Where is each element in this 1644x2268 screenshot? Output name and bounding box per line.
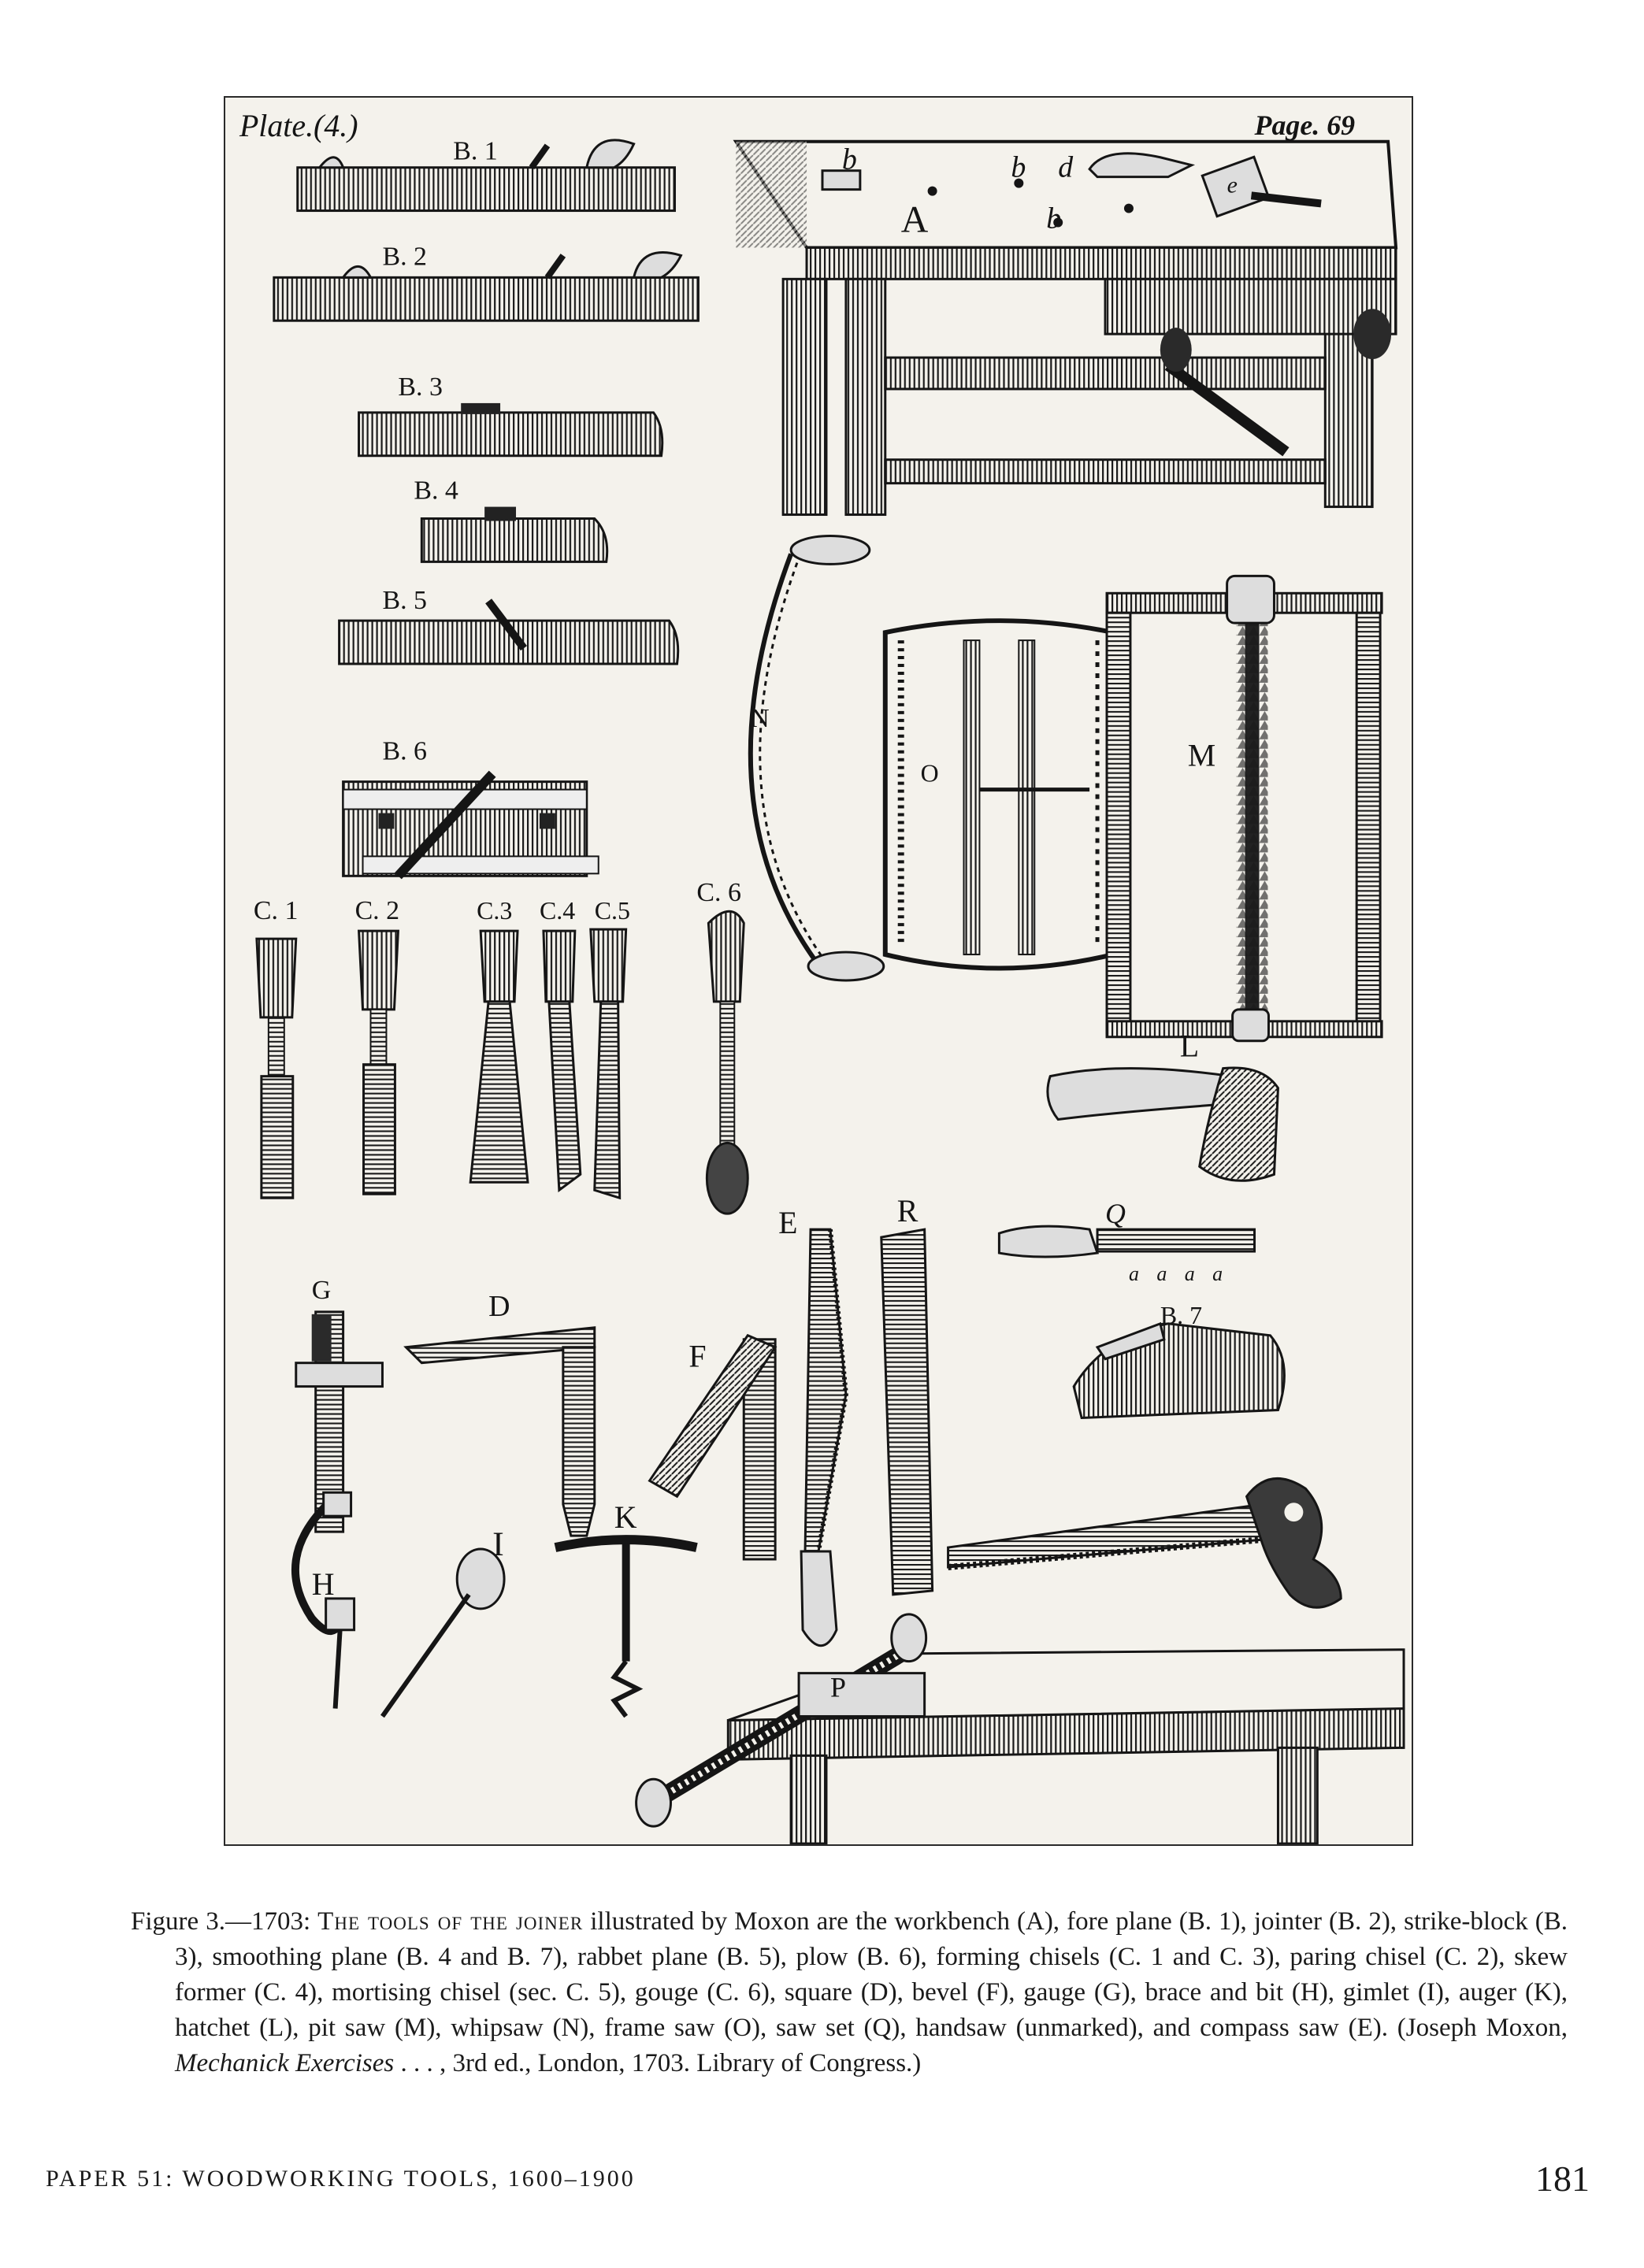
label-b-2: B. 2: [382, 242, 427, 272]
label-d: d: [1058, 150, 1074, 184]
label-h: H: [311, 1566, 335, 1602]
label-c-3: C.3: [477, 897, 513, 925]
caption-tail: . . . , 3rd ed., London, 1703. Library of Congress.): [394, 2049, 922, 2077]
label-o: O: [920, 759, 939, 788]
page-number: 181: [1535, 2159, 1590, 2199]
figure-caption: [131, 1904, 1568, 2081]
caption-body: illustrated by Moxon are the workbench (A), fore plane (B. 1), jointer (B. 2), strike-block (B. 3), smoothing plane (B. 4 and B. 7), rabbet plane (B. 5), plow (B. 6), forming chisels (C. 1 and C. 3), paring chisel (C. 2), skew former (C. 4), mortising chisel (sec. C. 5), gouge (C. 6), square (D), bevel (F), gauge (G), brace and bit (H), gimlet (I), auger (K), hatchet (L), pit saw (M), whipsaw (N), frame saw (O), saw set (Q), handsaw (unmarked), and compass saw (E). (Joseph Moxon,: [175, 1907, 1568, 2042]
smoothing-plane-b7: [1074, 1302, 1284, 1418]
label-l: L: [1179, 1028, 1200, 1064]
label-k: K: [614, 1499, 637, 1536]
label-a: A: [900, 198, 929, 241]
square-d: [406, 1290, 594, 1536]
running-head: PAPER 51: WOODWORKING TOOLS, 1600–1900: [46, 2166, 636, 2192]
page-footer: [46, 2158, 1590, 2197]
caption-figure-number: Figure 3.—1703:: [131, 1907, 318, 1936]
label-b3: b: [1046, 202, 1062, 235]
bevel-f: [650, 1336, 776, 1559]
label-g: G: [311, 1275, 332, 1305]
label-m: M: [1187, 737, 1216, 773]
label-c-6: C. 6: [696, 878, 741, 908]
strike-block-b3: [359, 372, 662, 456]
label-e-saw: E: [778, 1205, 798, 1241]
label-b-1: B. 1: [453, 136, 498, 166]
handsaw: [948, 1478, 1342, 1607]
label-b-6: B. 6: [382, 736, 427, 766]
label-b-4: B. 4: [414, 476, 458, 506]
caption-book-title: Mechanick Exercises: [175, 2049, 395, 2077]
chisels-c: [254, 878, 748, 1214]
label-b-3: B. 3: [398, 372, 443, 402]
label-f: F: [688, 1338, 707, 1374]
label-i: I: [492, 1525, 504, 1564]
label-d-square: D: [488, 1289, 510, 1323]
label-b2: b: [1011, 150, 1026, 184]
rabbet-plane-b5: [340, 586, 678, 664]
label-c-2: C. 2: [354, 896, 400, 926]
label-q: Q: [1105, 1198, 1126, 1230]
saw-set-q: [999, 1198, 1254, 1285]
tool-r: [881, 1193, 933, 1595]
plate-illustration: [225, 98, 1412, 1844]
hatchet-l: [1048, 1028, 1278, 1181]
label-b-5: B. 5: [382, 586, 427, 616]
label-c-5: C.5: [594, 897, 630, 925]
gimlet-i: [382, 1525, 504, 1716]
compass-saw-e: [778, 1205, 846, 1646]
frame-saw-o: [885, 621, 1113, 968]
workbench-a: [736, 141, 1396, 515]
label-e: e: [1227, 172, 1238, 198]
jointer-b2: [274, 242, 699, 321]
engraving-plate: [224, 96, 1413, 1846]
plow-b6: [343, 737, 599, 876]
label-q-a: a a a a: [1128, 1262, 1230, 1285]
page-label: Page. 69: [1254, 109, 1356, 141]
fore-plane-b1: [298, 137, 675, 211]
whipsaw-n: [750, 536, 884, 980]
bench-p: [636, 1614, 1404, 1844]
label-c-1: C. 1: [253, 896, 299, 926]
smoothing-plane-b4: [414, 476, 607, 562]
label-p: P: [829, 1671, 846, 1703]
label-b1: b: [841, 143, 857, 176]
pit-saw-m: [1107, 576, 1382, 1040]
caption-lead: The tools of the joiner: [317, 1907, 584, 1936]
plate-number-label: Plate.(4.): [239, 107, 358, 143]
label-b-7: B. 7: [1160, 1301, 1203, 1329]
label-c-4: C.4: [539, 897, 576, 925]
label-n: N: [750, 703, 770, 733]
label-r: R: [896, 1193, 918, 1229]
